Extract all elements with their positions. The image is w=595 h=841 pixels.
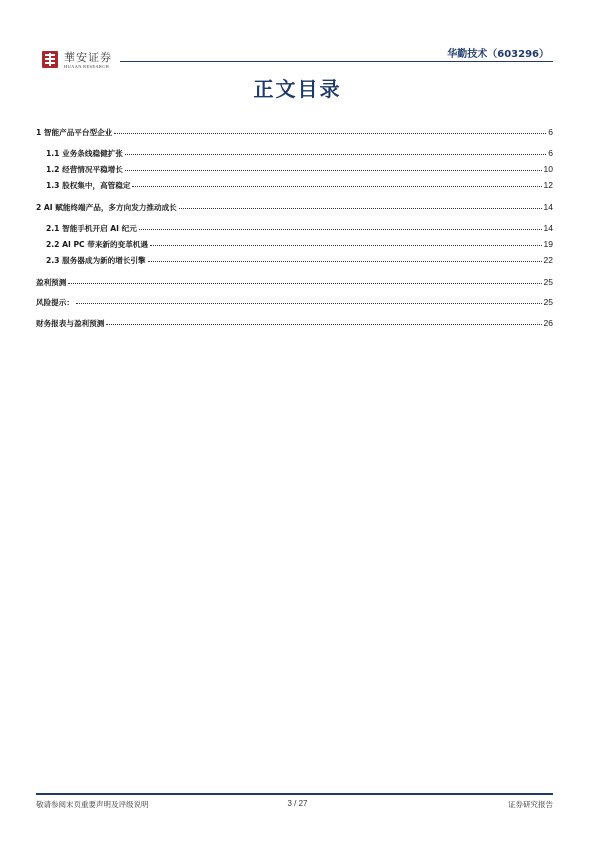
toc-leader	[106, 324, 541, 325]
header-divider	[120, 61, 553, 62]
toc-entry[interactable]	[46, 164, 553, 175]
toc-entry[interactable]	[46, 180, 553, 191]
toc-entry-label: 财务报表与盈利预测	[36, 319, 105, 328]
toc-entry[interactable]	[36, 202, 553, 213]
toc-entry-label: 2 AI 赋能终端产品，多方向发力推动成长	[36, 203, 177, 212]
toc-entry-label: 1 智能产品平台型企业	[36, 128, 113, 137]
toc-entry[interactable]	[46, 148, 553, 159]
toc-leader	[125, 154, 546, 155]
toc-entry[interactable]	[46, 239, 553, 250]
toc-entry-page: 19	[543, 239, 553, 249]
company-logo	[42, 48, 122, 72]
page-title: 正文目录	[253, 77, 342, 101]
toc-leader	[150, 245, 542, 246]
toc-entry-page: 14	[543, 202, 553, 212]
toc-leader	[125, 170, 542, 171]
toc-entry[interactable]	[36, 127, 553, 138]
toc-leader	[76, 303, 542, 304]
toc-entry-label: 1.3 股权集中，高管稳定	[46, 181, 131, 190]
toc-leader	[139, 229, 542, 230]
toc-entry-label: 2.2 AI PC 带来新的变革机遇	[46, 240, 148, 249]
toc-leader	[132, 186, 541, 187]
footer-divider	[36, 793, 553, 795]
toc-entry-page: 25	[543, 277, 553, 287]
toc-entry-label: 1.1 业务条线稳健扩张	[46, 149, 123, 158]
toc-entry-page: 6	[548, 148, 553, 158]
toc-entry-label: 2.3 服务器成为新的增长引擎	[46, 256, 146, 265]
toc-entry-label: 1.2 经营情况平稳增长	[46, 165, 123, 174]
header-company: 华勤技术（603296）	[447, 49, 549, 60]
toc-entry[interactable]	[36, 318, 553, 329]
toc-entry[interactable]	[36, 277, 553, 288]
toc-entry-page: 25	[543, 297, 553, 307]
toc-leader	[68, 283, 541, 284]
toc-entry[interactable]	[36, 297, 553, 308]
toc-entry-label: 2.1 智能手机开启 AI 纪元	[46, 224, 137, 233]
toc-entry-page: 10	[543, 164, 553, 174]
report-type: 证券研究报告	[508, 800, 553, 809]
toc-entry-label: 风险提示：	[36, 298, 74, 307]
toc-entry-page: 12	[543, 180, 553, 190]
toc-entry[interactable]	[46, 223, 553, 234]
toc-entry[interactable]	[46, 255, 553, 266]
toc-entry-page: 22	[543, 255, 553, 265]
toc-entry-page: 26	[543, 318, 553, 328]
logo-cn-text: 華安证券	[64, 51, 112, 64]
toc-entry-page: 14	[543, 223, 553, 233]
toc-entry-label: 盈利预测	[36, 278, 67, 287]
logo-en-text: HUAAN RESEARCH	[64, 64, 110, 69]
toc-entry-page: 6	[548, 127, 553, 137]
toc-leader	[148, 261, 542, 262]
page-number: 3 / 27	[287, 799, 308, 808]
footer-disclaimer: 敬请参阅末页重要声明及评级说明	[36, 800, 149, 809]
toc-leader	[114, 133, 546, 134]
toc-leader	[179, 208, 542, 209]
seal-icon	[42, 51, 58, 68]
